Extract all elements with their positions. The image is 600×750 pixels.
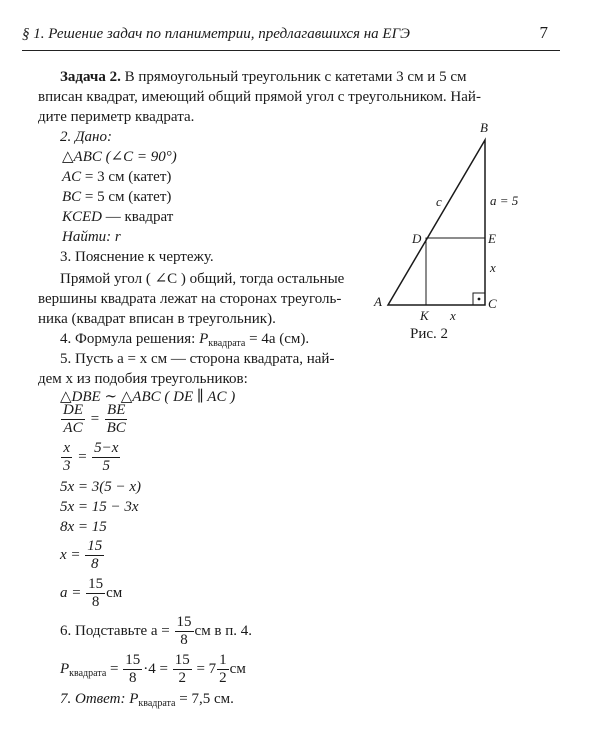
frac-den: 2 — [178, 670, 186, 686]
label-hyp-c: c — [436, 194, 442, 209]
step5-line-2: дем x из подобия треугольников: — [38, 371, 248, 387]
answer-line — [60, 690, 234, 713]
frac-den: 5 — [102, 458, 111, 474]
fraction-de-ac — [61, 402, 85, 437]
frac-den: 8 — [128, 670, 137, 686]
label-a: A — [374, 294, 382, 309]
task-line-2: вписан квадрат, имеющий общий прямой угол с треугольником. Най- — [38, 89, 481, 105]
explain-line-3: ника (квадрат вписан в треугольник). — [38, 311, 276, 327]
label-a-eq-5: a = 5 — [490, 193, 519, 208]
explain-label: 3. Пояснение к чертежу. — [60, 249, 214, 265]
label-k: K — [420, 308, 429, 323]
right-angle-dot — [478, 298, 481, 301]
step5-line-1: 5. Пусть a = x см — сторона квадрата, най- — [60, 351, 335, 367]
label-c: C — [488, 296, 497, 311]
task-line-3: дите периметр квадрата. — [38, 109, 195, 125]
label-b: B — [480, 120, 488, 135]
answer-label: 7. Ответ: — [60, 691, 130, 707]
frac-den: 8 — [91, 594, 100, 610]
equals-sign: = — [192, 660, 209, 677]
frac-den: 8 — [180, 632, 188, 648]
unit-cm: см — [229, 660, 246, 677]
step6-line — [60, 614, 252, 649]
given-bc-name: BC — [62, 189, 82, 205]
triangle-figure — [368, 118, 528, 348]
given-label: 2. Дано: — [60, 129, 112, 145]
proportion-1 — [60, 402, 129, 437]
explain-line-2: вершины квадрата лежат на сторонах треуголь- — [38, 291, 342, 307]
label-d: D — [412, 231, 422, 246]
fraction-15-2 — [173, 652, 192, 687]
frac-den: BC — [106, 420, 126, 436]
formula-p: P — [199, 331, 209, 347]
given-bc-value: = 5 см (катет) — [81, 189, 172, 205]
frac-num: BE — [107, 402, 126, 418]
frac-num: DE — [63, 402, 83, 418]
frac-num: 15 — [174, 652, 190, 668]
frac-num: 5−x — [94, 440, 119, 456]
given-square-name: KCED — [62, 209, 103, 225]
explain-line-1: Прямой угол ( ∠C ) общий, тогда остальные — [60, 271, 345, 287]
frac-num: x — [63, 440, 71, 456]
frac-den: 3 — [63, 458, 71, 474]
frac-den: 8 — [91, 556, 99, 572]
given-bc — [62, 188, 171, 206]
formula-rest: = 4a (см). — [245, 331, 310, 347]
given-triangle: △ABC (∠C = 90°) — [62, 149, 177, 165]
frac-num: 1 — [219, 652, 227, 668]
equals-sign: = — [106, 660, 123, 677]
task-line-1-text: В прямоугольный треугольник с катетами 3 см и 5 см — [120, 69, 467, 85]
answer-value: = 7,5 см. — [175, 691, 234, 707]
calc-sub: квадрата — [69, 667, 107, 679]
answer-sub: квадрата — [138, 698, 176, 709]
fraction-x-3 — [61, 440, 73, 475]
given-square — [62, 208, 173, 226]
label-e: E — [488, 231, 496, 246]
task-label: Задача 2. — [60, 69, 121, 85]
calc-p: P — [60, 660, 70, 677]
equation-x — [60, 538, 105, 573]
formula-sub: квадрата — [208, 338, 246, 349]
equation-1: 5x = 3(5 − x) — [60, 479, 142, 495]
given-square-text: — квадрат — [102, 209, 174, 225]
page-number: 7 — [539, 23, 548, 42]
equation-2: 5x = 15 − 3x — [60, 499, 139, 515]
answer-p: P — [129, 691, 139, 707]
find-label: Найти: r — [62, 229, 121, 245]
frac-den: 2 — [219, 670, 227, 686]
label-x-vertical: x — [490, 260, 496, 275]
a-eq-prefix: a = — [60, 584, 86, 601]
mixed-whole: 7 — [208, 660, 217, 677]
times-four: ·4 = — [143, 660, 172, 677]
fraction-15-8 — [86, 576, 105, 611]
task-line-1 — [60, 68, 466, 86]
frac-den: AC — [63, 420, 83, 436]
given-ac-name: AC — [62, 169, 82, 185]
fraction-15-8 — [85, 538, 104, 573]
unit-cm: см — [106, 584, 123, 601]
equation-a — [60, 576, 122, 611]
perimeter-calc — [60, 652, 246, 687]
frac-num: 15 — [88, 576, 104, 592]
equation-3: 8x = 15 — [60, 519, 107, 535]
fraction-15-8 — [123, 652, 142, 687]
equals-sign: = — [77, 448, 88, 465]
frac-num: 15 — [125, 652, 141, 668]
formula-label: 4. Формула решения: — [60, 331, 200, 347]
proportion-2 — [60, 440, 121, 475]
label-x-horizontal: x — [450, 308, 456, 323]
step6-suffix: см в п. 4. — [194, 622, 253, 639]
given-ac-value: = 3 см (катет) — [81, 169, 172, 185]
triangle-abc — [388, 140, 485, 305]
x-eq-prefix: x = — [60, 546, 85, 563]
equals-sign: = — [89, 410, 100, 427]
figure-caption: Рис. 2 — [410, 326, 449, 342]
fraction-1-2 — [217, 652, 229, 687]
running-header — [22, 22, 560, 51]
given-ac — [62, 168, 171, 186]
frac-num: 15 — [176, 614, 192, 630]
fraction-be-bc — [105, 402, 128, 437]
header-title: § 1. Решение задач по планиметрии, предлагавшихся на ЕГЭ — [22, 26, 410, 42]
fraction-5mx-5 — [92, 440, 120, 475]
step6-prefix: 6. Подставьте a = — [60, 622, 174, 639]
fraction-15-8 — [175, 614, 194, 649]
square-kced — [426, 238, 485, 305]
frac-num: 15 — [87, 538, 103, 554]
similarity-line: △DBE ∼ △ABC ( DE ∥ AC ) — [60, 389, 236, 405]
